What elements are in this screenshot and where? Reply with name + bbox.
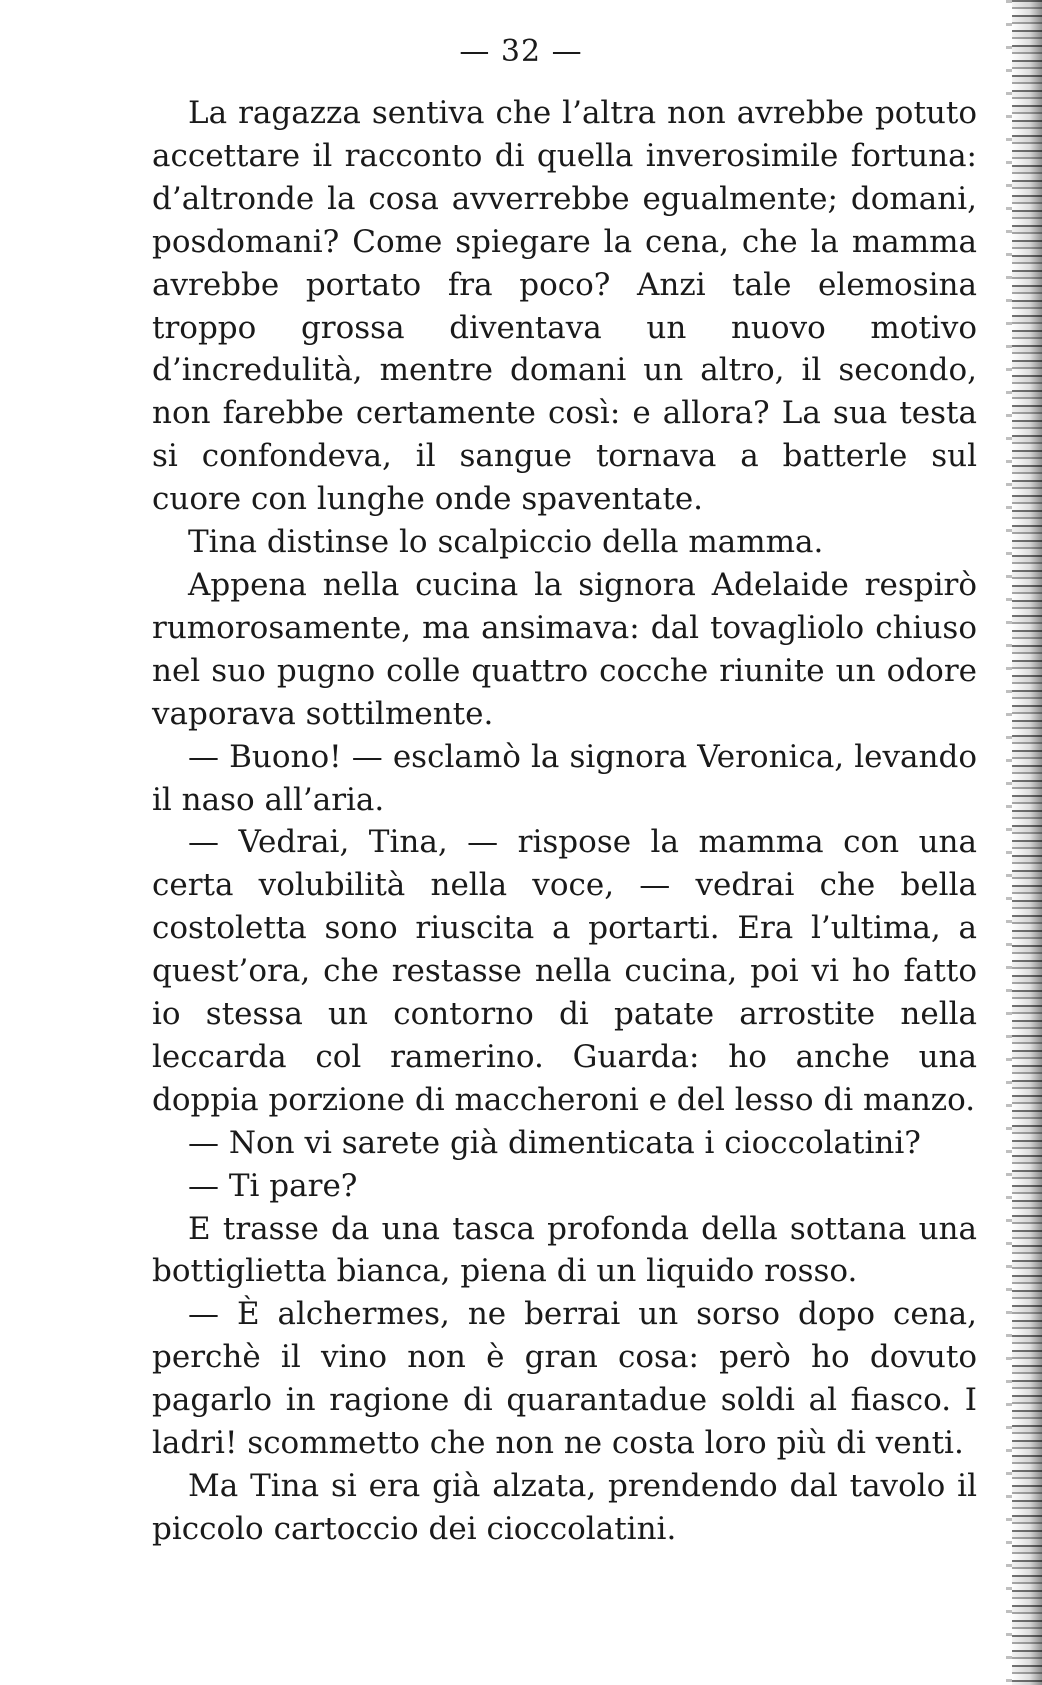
paragraph: — Buono! — esclamò la signora Veronica, levando il naso all’aria. (152, 738, 977, 818)
paragraph: — Vedrai, Tina, — rispose la mamma con una certa volubilità nella voce, — vedrai che bella costoletta sono riuscita a portarti. Era l’ultima, a quest’ora, che restasse nella cucina, poi vi ho fatto io stessa un contorno di patate arrostite nella leccarda col ramerino. Guarda: ho anche una doppia porzione di maccheroni e del lesso di manzo. (152, 824, 977, 1118)
paragraph: Appena nella cucina la signora Adelaide respirò rumorosamente, ma ansimava: dal tovagliolo chiuso nel suo pugno colle quattro cocche riunite un odore vaporava sottilmente. (152, 566, 977, 732)
paragraph: — È alchermes, ne berrai un sorso dopo cena, perchè il vino non è gran cosa: però ho dovuto pagarlo in ragione di quarantadue soldi al fiasco. I ladri! scommetto che non ne costa loro più di venti. (152, 1296, 977, 1462)
paragraph: Tina distinse lo scalpiccio della mamma. (188, 524, 824, 561)
page-text (152, 92, 977, 1551)
page-number: — 32 — (459, 34, 583, 69)
paragraph: — Non vi sarete già dimenticata i cioccolatini? (188, 1124, 921, 1161)
paragraph: — Ti pare? (188, 1167, 358, 1204)
paragraph: La ragazza sentiva che l’altra non avrebbe potuto accettare il racconto di quella inverosimile fortuna: d’altronde la cosa avverrebbe egualmente; domani, posdomani? Come spiegare la cena, che la mamma avrebbe portato fra poco? Anzi tale elemosina troppo grossa diventava un nuovo motivo d’incredulità, mentre domani un altro, il secondo, non farebbe certamente così: e allora? La sua testa si confondeva, il sangue tornava a batterle sul cuore con lunghe onde spaventate. (152, 95, 977, 518)
paragraph: Ma Tina si era già alzata, prendendo dal tavolo il piccolo cartoccio dei cioccolatini. (152, 1468, 977, 1547)
page-binding-edge (1012, 0, 1042, 1685)
paragraph: E trasse da una tasca profonda della sottana una bottiglietta bianca, piena di un liquido rosso. (152, 1210, 977, 1290)
